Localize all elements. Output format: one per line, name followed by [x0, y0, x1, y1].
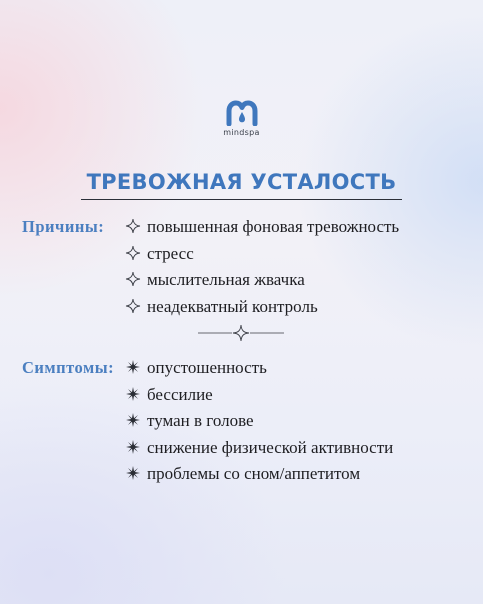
four-point-star-outline-icon: [125, 271, 141, 287]
eight-point-star-icon: [125, 386, 141, 402]
four-point-star-outline-icon: [125, 245, 141, 261]
eight-point-star-icon: [125, 439, 141, 455]
cause-text: стресс: [147, 243, 194, 263]
sparkle-divider-icon: [196, 323, 286, 343]
eight-point-star-icon: [125, 412, 141, 428]
eight-point-star-icon: [125, 465, 141, 481]
cause-text: неадекватный контроль: [147, 296, 318, 316]
four-point-star-outline-icon: [125, 218, 141, 234]
mindspa-logo-icon: [225, 100, 259, 126]
symptoms-label: Симптомы:: [22, 358, 115, 377]
eight-point-star-icon: [125, 359, 141, 375]
symptom-text: туман в голове: [147, 411, 254, 430]
cause-text: повышенная фоновая тревожность: [147, 217, 400, 236]
page-title: ТРЕВОЖНАЯ УСТАЛОСТЬ: [81, 170, 403, 200]
symptom-text: опустошенность: [147, 358, 267, 377]
causes-label: Причины:: [22, 217, 105, 236]
brand-name: mindspa: [223, 128, 260, 137]
symptom-text: проблемы со сном/аппетитом: [147, 464, 361, 483]
cause-text: мыслительная жвачка: [147, 270, 305, 289]
symptom-text: бессилие: [147, 384, 213, 404]
four-point-star-outline-icon: [125, 298, 141, 314]
brand-logo: [202, 100, 282, 137]
symptom-text: снижение физической активности: [147, 437, 394, 457]
page-title-wrap: [0, 170, 483, 200]
